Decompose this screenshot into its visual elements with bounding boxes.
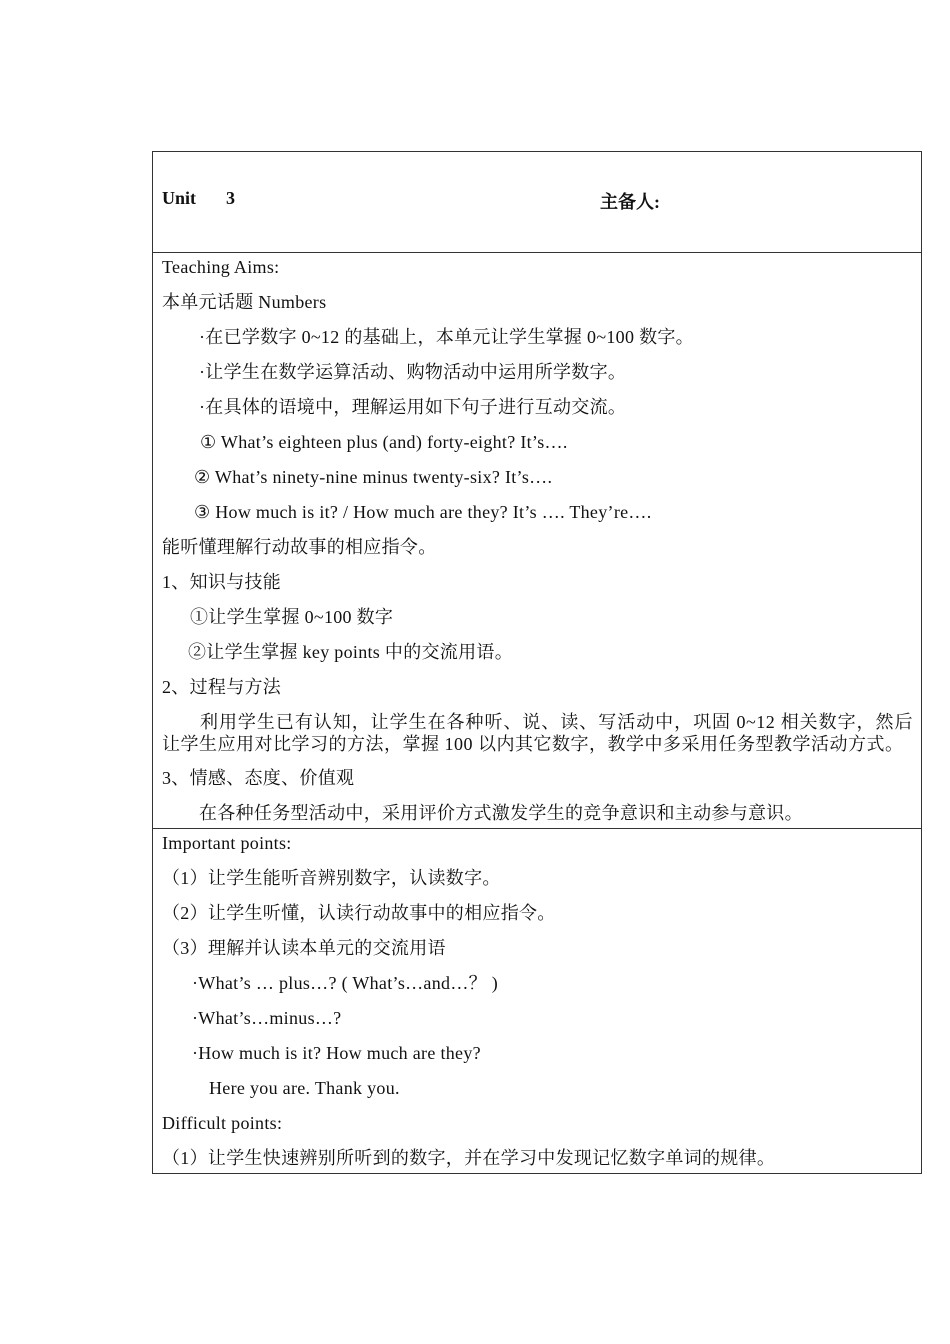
preparer-label: 主备人: bbox=[600, 192, 660, 212]
key-phrase: ·How much is it? How much are they? bbox=[192, 1043, 481, 1063]
key-phrase: Here you are. Thank you. bbox=[209, 1078, 400, 1098]
teaching-aims-title: Teaching Aims: bbox=[162, 257, 280, 277]
knowledge-item: ①让学生掌握 0~100 数字 bbox=[190, 607, 394, 627]
process-title: 2、过程与方法 bbox=[162, 677, 282, 697]
unit-heading bbox=[162, 188, 235, 209]
important-item: （1）让学生能听音辨别数字，认读数字。 bbox=[162, 868, 501, 888]
process-text: 利用学生已有认知，让学生在各种听、说、读、写活动中，巩固 0~12 相关数字，然后让学生应用对比学习的方法，掌握 100 以内其它数字，教学中多采用任务型教学活动方式。 bbox=[162, 712, 913, 754]
important-item: （3）理解并认读本单元的交流用语 bbox=[162, 938, 446, 958]
emotion-text: 在各种任务型活动中，采用评价方式激发学生的竞争意识和主动参与意识。 bbox=[199, 803, 803, 823]
knowledge-title: 1、知识与技能 bbox=[162, 572, 282, 592]
header-row bbox=[153, 152, 921, 252]
key-phrase: ·What’s … plus…? ( What’s…and…？ ) bbox=[192, 973, 499, 993]
aim-goal: ·让学生在数学运算活动、购物活动中运用所学数字。 bbox=[199, 362, 627, 382]
important-points-title: Important points: bbox=[162, 833, 292, 853]
aim-goal: ·在已学数字 0~12 的基础上，本单元让学生掌握 0~100 数字。 bbox=[199, 327, 694, 347]
difficult-item: （1）让学生快速辨别所听到的数字，并在学习中发现记忆数字单词的规律。 bbox=[162, 1148, 776, 1168]
key-sentence: ③ How much is it? / How much are they? It’s …. They’re…. bbox=[194, 502, 652, 522]
lesson-plan-table bbox=[152, 151, 922, 1174]
aim-goal: ·在具体的语境中，理解运用如下句子进行互动交流。 bbox=[199, 397, 627, 417]
important-points-section bbox=[153, 828, 921, 1173]
key-sentence: ② What’s ninety-nine minus twenty-six? It’s…. bbox=[194, 467, 553, 487]
unit-number: 3 bbox=[226, 188, 236, 208]
unit-topic: 本单元话题 Numbers bbox=[162, 292, 327, 312]
important-item: （2）让学生听懂，认读行动故事中的相应指令。 bbox=[162, 903, 556, 923]
unit-label: Unit bbox=[162, 188, 197, 208]
key-phrase: ·What’s…minus…? bbox=[192, 1008, 342, 1028]
story-goal: 能听懂理解行动故事的相应指令。 bbox=[162, 537, 437, 557]
key-sentence: ① What’s eighteen plus (and) forty-eight? It’s…. bbox=[200, 432, 568, 452]
knowledge-item: ②让学生掌握 key points 中的交流用语。 bbox=[188, 642, 513, 662]
emotion-title: 3、情感、态度、价值观 bbox=[162, 768, 355, 788]
teaching-aims-section bbox=[153, 252, 921, 828]
difficult-points-title: Difficult points: bbox=[162, 1113, 283, 1133]
